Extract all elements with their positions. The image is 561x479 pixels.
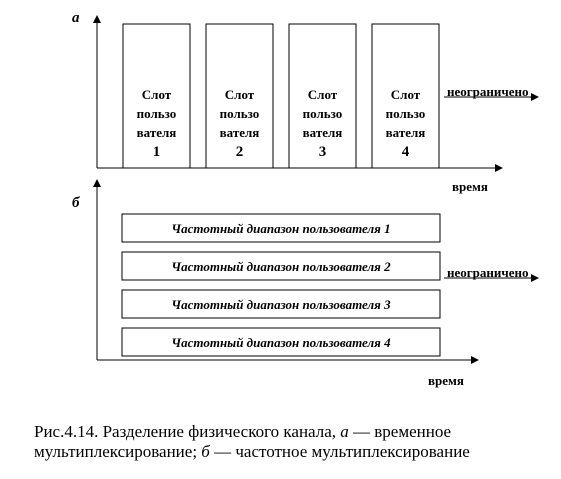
caption-prefix: Рис.4.14. Разделение физического канала, (34, 422, 337, 441)
time-slot-label-line: 2 (235, 144, 244, 160)
time-slot-label-line: 3 (318, 144, 327, 160)
time-slot-label-line: пользо (136, 106, 177, 121)
panel-a-unlimited-label: неограничено (447, 84, 529, 99)
panel-b-letter: б (72, 195, 80, 211)
time-slot-1 (123, 24, 190, 168)
time-slot-label-line: пользо (385, 106, 426, 121)
frequency-band-label: Частотный диапазон пользователя 1 (171, 221, 391, 236)
time-slot-label-line: 4 (401, 144, 410, 160)
time-slot-label-line: пользо (219, 106, 260, 121)
time-slot-label-line: вателя (136, 125, 177, 140)
panel-a-letter: а (72, 10, 80, 26)
panel-a (72, 10, 538, 194)
caption-a-letter: а (340, 422, 349, 441)
time-slot-label-line: Слот (224, 87, 255, 102)
caption-b-text: — частотное мультиплексирование (214, 442, 470, 461)
time-slot-3 (289, 24, 356, 168)
time-slot-4 (372, 24, 439, 168)
frequency-band-3 (122, 290, 440, 318)
frequency-band-1 (122, 214, 440, 242)
frequency-band-label: Частотный диапазон пользователя 3 (171, 297, 391, 312)
time-slot-label-line: вателя (219, 125, 260, 140)
frequency-band-label: Частотный диапазон пользователя 4 (171, 335, 391, 350)
panel-b-unlimited-label: неограничено (447, 265, 529, 280)
frequency-band-4 (122, 328, 440, 356)
time-slot-label-line: вателя (302, 125, 343, 140)
time-slot-label-line: Слот (390, 87, 421, 102)
time-slot-label-line: Слот (307, 87, 338, 102)
frequency-band-label: Частотный диапазон пользователя 2 (171, 259, 391, 274)
time-slot-label-line: пользо (302, 106, 343, 121)
time-slot-label-line: вателя (385, 125, 426, 140)
panel-a-axis-label: время (452, 179, 488, 194)
panel-b (72, 180, 538, 388)
caption-a-text: — временное мультиплексирование; (34, 422, 452, 461)
frequency-band-2 (122, 252, 440, 280)
figure-caption (34, 422, 544, 462)
time-slot-label-line: 1 (152, 144, 161, 160)
panel-b-axis-label: время (428, 373, 464, 388)
caption-b-letter: б (201, 442, 210, 461)
time-slot-label-line: Слот (141, 87, 172, 102)
time-slot-2 (206, 24, 273, 168)
